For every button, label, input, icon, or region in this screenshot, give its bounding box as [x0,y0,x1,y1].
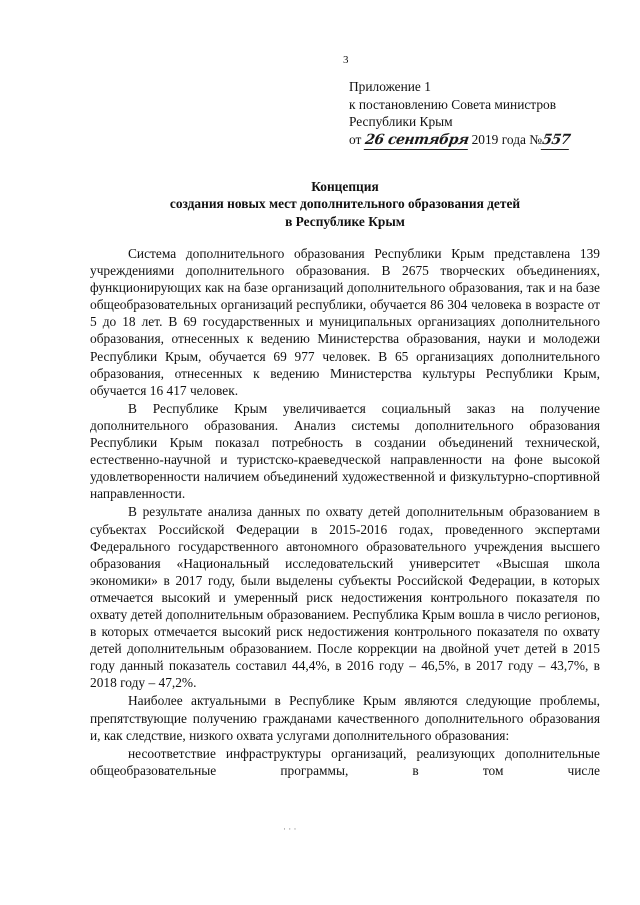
document-body [90,245,600,780]
paragraph: несоответствие инфраструктуры организаций, реализующих дополнительные общеобразовательные программы, в том числе [90,745,600,778]
handwritten-number: 557 [541,132,572,150]
title-line-2: создания новых мест дополнительного образования детей [169,196,521,212]
paragraph: Наиболее актуальными в Республике Крым являются следующие проблемы, препятствующие получению гражданами качественного дополнительного образования и, как следствие, низкого охвата услугами дополнительного образования: [90,693,600,743]
title-line-3: в Республике Крым [285,213,405,229]
paragraph: В Республике Крым увеличивается социальный заказ на получение дополнительного образования. Анализ системы дополнительного образования Республики Крым показал потребность в создании объединений технической, естественно-научной и туристско-краеведческой направленности на фоне высокой удовлетворенности наличием объединений художественной и физкультурно-спортивной направленности. [90,400,600,502]
scan-artifact: · · · [283,824,297,834]
appendix-resolution-line: к постановлению Совета министров [349,96,557,112]
title-line-1: Концепция [311,179,379,194]
handwritten-date: 26 сентября [363,132,469,150]
appendix-header [349,78,619,148]
appendix-date-line [349,131,619,149]
appendix-title: Приложение 1 [349,79,431,94]
paragraph: В результате анализа данных по охвату детей дополнительным образованием в субъектах Российской Федерации в 2015-2016 годах, проведенного экспертами Федерального государственного автономного образовательного учреждения высшего образования «Национальный исследовательский университет «Высшая школа экономики» в 2017 году, были выделены субъекты Российской Федерации, в которых отмечается высокий и умеренный риск недостижения контрольного показателя по охвату детей дополнительным образованием. Республика Крым вошла в число регионов, в которых отмечается высокий риск недостижения контрольного показателя по охвату детей дополнительным образованием. После коррекции на двойной учет детей в 2015 году данный показатель составил 44,4%, в 2016 году – 46,5%, в 2017 году – 43,7%, в 2018 году – 47,2%. [90,504,600,691]
year-label: 2019 года № [471,131,543,147]
page-number: 3 [343,54,349,66]
appendix-republic-line: Республики Крым [349,114,453,129]
from-label: от [349,131,362,147]
paragraph: Система дополнительного образования Республики Крым представлена 139 учреждениями дополнительного образования. В 2675 творческих объединениях, функционирующих как на базе организаций дополнительного образования, так и на базе общеобразовательных организаций республики, обучается 86 304 человека в возрасте от 5 до 18 лет. В 69 государственных и муниципальных организациях дополнительного образования, отнесенных к ведению Министерства образования, науки и молодежи Республики Крым, обучается 69 977 человек. В 65 организациях дополнительного образования, отнесенных к ведению Министерства культуры Республики Крым, обучается 16 417 человек. [90,246,600,398]
document-title [90,178,600,230]
